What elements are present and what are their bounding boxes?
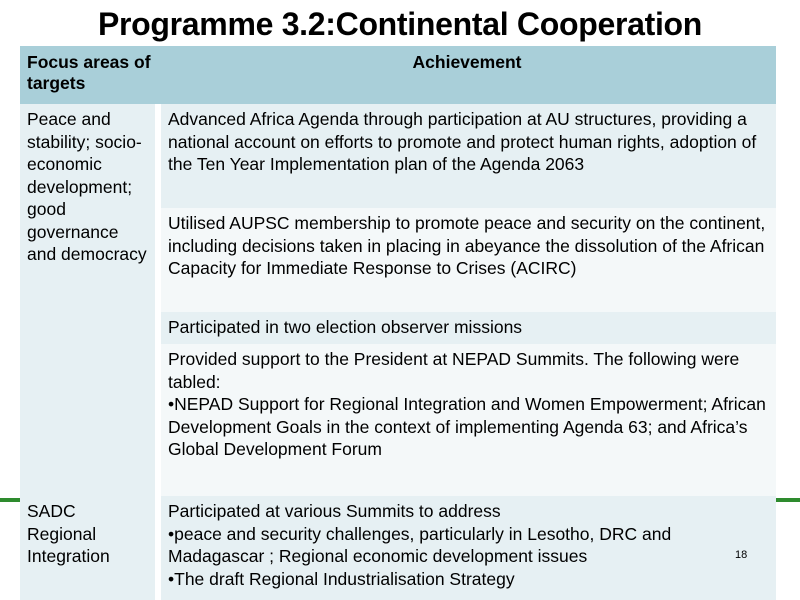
- slide-title: Programme 3.2:Continental Cooperation: [97, 6, 703, 42]
- table-row: [20, 496, 776, 600]
- focus-cell-peace-stability: Peace and stability; socio-economic development; good governance and democracy: [20, 104, 158, 496]
- sadc-bullet: •peace and security challenges, particularly in Lesotho, DRC and Madagascar ; Regional economic development issues: [168, 523, 672, 566]
- decorative-rule-left: [0, 498, 20, 502]
- achievement-cell: Advanced Africa Agenda through participation at AU structures, providing a national account on efforts to promote and protect human rights, adoption of the Ten Year Implementation plan of the Agenda 2063: [158, 104, 776, 208]
- achievement-cell: Participated in two election observer missions: [158, 312, 776, 344]
- sadc-bullet: •The draft Regional Industrialisation Strategy: [168, 568, 515, 589]
- table-row: [20, 104, 776, 208]
- header-achievement: Achievement: [158, 46, 776, 104]
- nepad-intro-text: Provided support to the President at NEPAD Summits. The following were tabled:: [168, 349, 740, 392]
- page-number: 18: [735, 549, 748, 561]
- achievement-cell-nepad: [158, 344, 776, 496]
- decorative-rule-right: [776, 498, 800, 502]
- achievement-cell-sadc: [158, 496, 776, 600]
- achievement-cell: Utilised AUPSC membership to promote peace and security on the continent, including decisions taken in placing in abeyance the dissolution of the African Capacity for Immediate Response to Crises (ACIRC): [158, 208, 776, 312]
- header-row: [20, 46, 776, 104]
- focus-cell-sadc: SADC Regional Integration: [20, 496, 158, 600]
- achievements-table: [20, 46, 776, 600]
- header-focus-areas: Focus areas of targets: [20, 46, 158, 104]
- nepad-bullet: •NEPAD Support for Regional Integration and Women Empowerment; African Development Goals in the context of implementing Agenda 63; and Africa’s Global Development Forum: [168, 394, 766, 459]
- sadc-intro-text: Participated at various Summits to address: [168, 501, 501, 521]
